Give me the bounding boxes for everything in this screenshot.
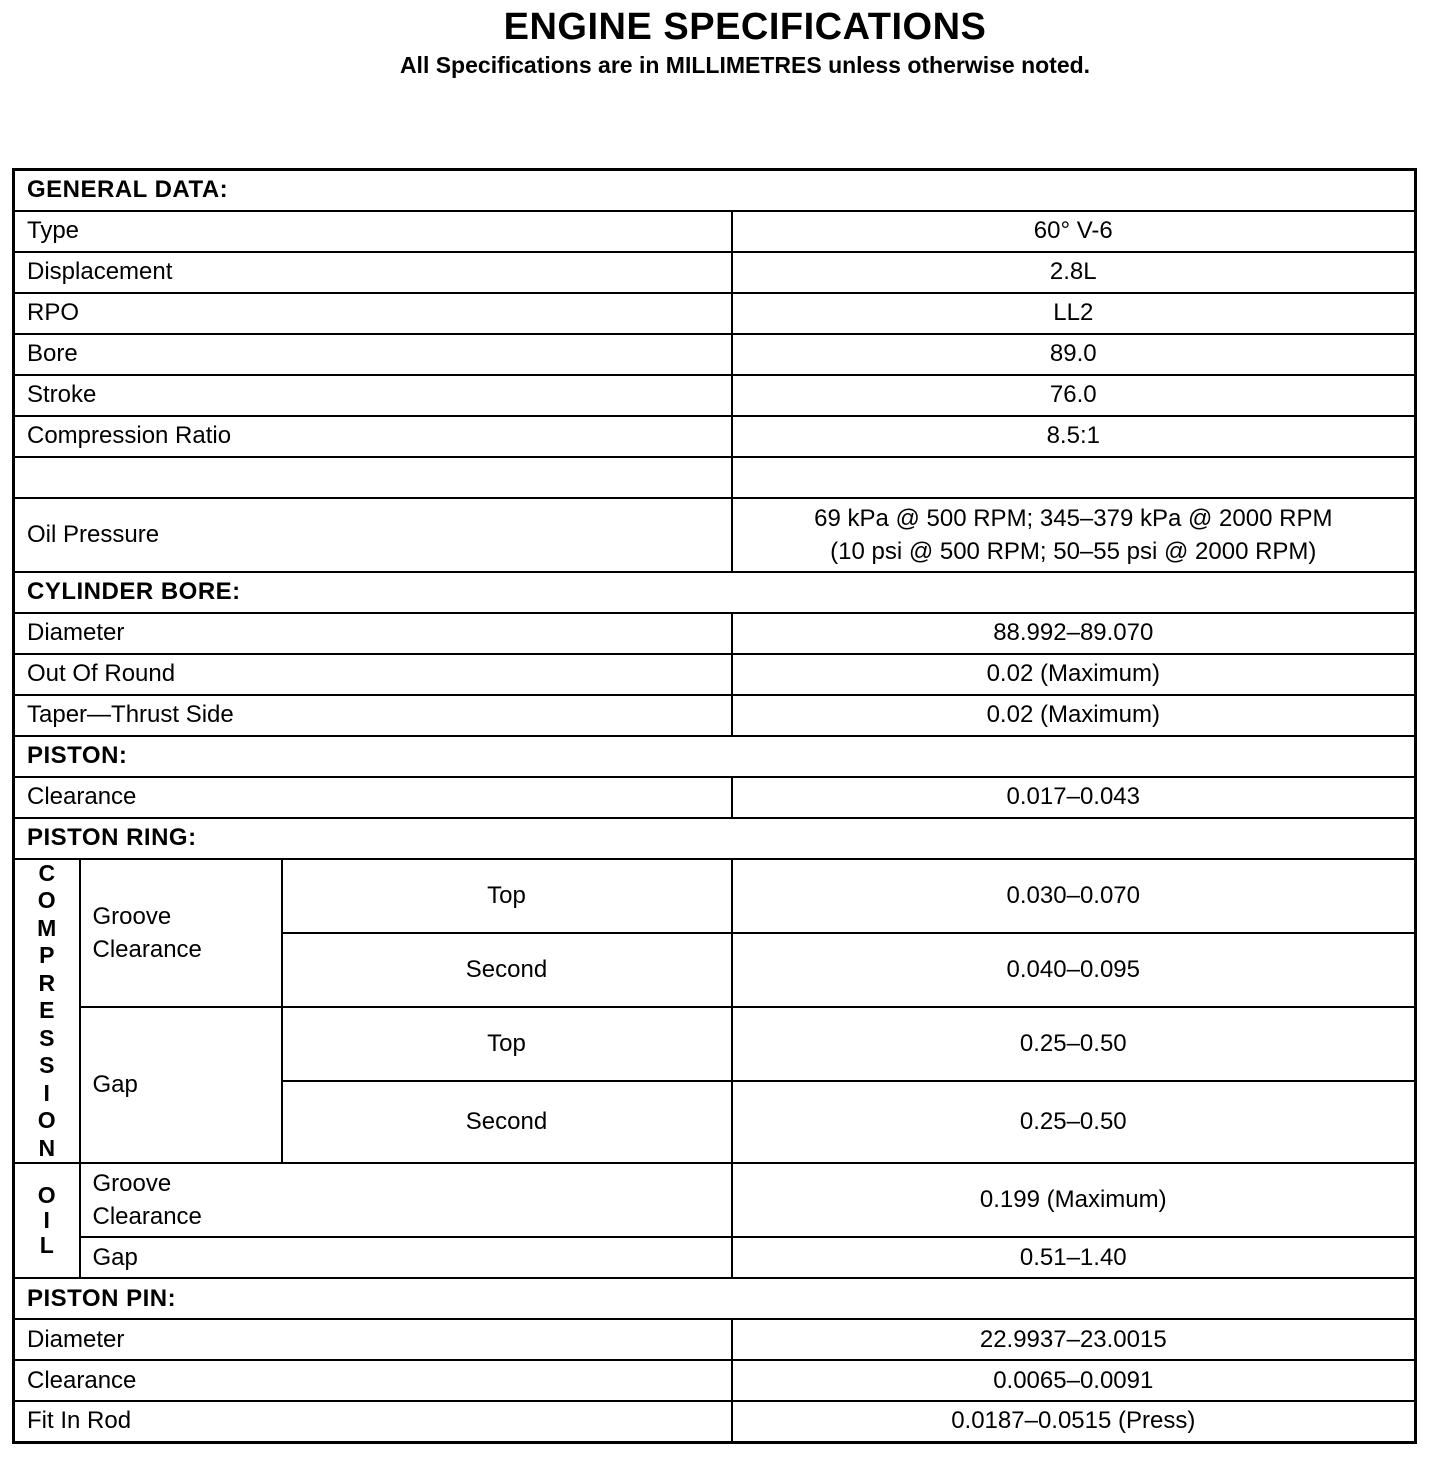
spec-label: Clearance — [14, 1360, 732, 1401]
spec-label: Displacement — [14, 252, 732, 293]
table-row — [14, 1401, 1416, 1442]
label-line: Groove — [92, 1170, 172, 1197]
spec-label: RPO — [14, 293, 732, 334]
vertical-letter: I — [43, 1207, 50, 1233]
oil-groove-clearance-label — [80, 1163, 732, 1237]
table-row — [14, 859, 1416, 933]
vertical-letter: O — [37, 1182, 56, 1208]
spec-value: 0.040–0.095 — [732, 933, 1416, 1007]
section-heading-general-data — [14, 170, 1416, 211]
table-row-empty — [14, 457, 1416, 498]
section-heading-piston-ring — [14, 818, 1416, 859]
sub-label: Second — [282, 933, 732, 1007]
section-heading-piston — [14, 736, 1416, 777]
spec-value: 0.017–0.043 — [732, 777, 1416, 818]
table-row — [14, 375, 1416, 416]
table-row — [14, 1163, 1416, 1237]
spec-value: 8.5:1 — [732, 416, 1416, 457]
page-subtitle: All Specifications are in MILLIMETRES unless otherwise noted. — [399, 52, 1091, 78]
table-row — [14, 293, 1416, 334]
section-heading: CYLINDER BORE: — [14, 572, 1416, 613]
vertical-letter: E — [39, 997, 55, 1023]
spec-label: Fit In Rod — [14, 1401, 732, 1442]
spec-value: 22.9937–23.0015 — [732, 1319, 1416, 1360]
oil-gap-label: Gap — [80, 1237, 732, 1278]
spec-value: 88.992–89.070 — [732, 613, 1416, 654]
spec-value: 0.030–0.070 — [732, 859, 1416, 933]
table-row — [14, 777, 1416, 818]
spec-label: Type — [14, 211, 732, 252]
oil-pressure-imperial: (10 psi @ 500 RPM; 50–55 psi @ 2000 RPM) — [830, 537, 1317, 565]
label-line: Clearance — [92, 1203, 202, 1230]
compression-vertical-label — [14, 859, 80, 1164]
spec-value: LL2 — [732, 293, 1416, 334]
section-heading: PISTON PIN: — [14, 1278, 1416, 1319]
spec-label: Diameter — [14, 613, 732, 654]
table-row — [14, 613, 1416, 654]
compression-gap-label: Gap — [80, 1007, 282, 1164]
spec-label: Bore — [14, 334, 732, 375]
spec-value: 0.02 (Maximum) — [732, 654, 1416, 695]
vertical-letter: O — [37, 887, 56, 913]
vertical-letter: S — [39, 1024, 55, 1051]
section-heading-cylinder-bore — [14, 572, 1416, 613]
spec-label: Oil Pressure — [14, 498, 732, 572]
page-title: ENGINE SPECIFICATIONS — [503, 6, 987, 48]
compression-groove-clearance-label — [80, 859, 282, 1007]
spec-value: 89.0 — [732, 334, 1416, 375]
spec-label: Clearance — [14, 777, 732, 818]
spec-value: 60° V-6 — [732, 211, 1416, 252]
label-line: Groove — [92, 902, 172, 930]
spec-value: 0.0065–0.0091 — [732, 1360, 1416, 1401]
sub-label: Top — [282, 859, 732, 933]
spec-value: 2.8L — [732, 252, 1416, 293]
spec-value: 0.02 (Maximum) — [732, 695, 1416, 736]
spec-value — [732, 457, 1416, 498]
table-row — [14, 1319, 1416, 1360]
label-line: Clearance — [92, 935, 202, 963]
table-row — [14, 1237, 1416, 1278]
table-row — [14, 1360, 1416, 1401]
engine-specifications-table — [12, 168, 1417, 1444]
vertical-letter: L — [39, 1232, 54, 1258]
table-row — [14, 695, 1416, 736]
spec-value: 0.0187–0.0515 (Press) — [732, 1401, 1416, 1442]
section-heading-piston-pin — [14, 1278, 1416, 1319]
spec-value: 0.199 (Maximum) — [732, 1163, 1416, 1237]
spec-label: Out Of Round — [14, 654, 732, 695]
sub-label: Second — [282, 1081, 732, 1163]
vertical-letter: P — [39, 942, 55, 968]
spec-value: 0.51–1.40 — [732, 1237, 1416, 1278]
section-heading: PISTON RING: — [14, 818, 1416, 859]
spec-value: 76.0 — [732, 375, 1416, 416]
oil-pressure-metric: 69 kPa @ 500 RPM; 345–379 kPa @ 2000 RPM — [814, 504, 1333, 532]
vertical-letter: M — [37, 914, 57, 941]
spec-value-oil-pressure — [732, 498, 1416, 572]
vertical-letter: S — [39, 1052, 55, 1078]
table-row — [14, 252, 1416, 293]
spec-label: Taper—Thrust Side — [14, 695, 732, 736]
spec-label: Compression Ratio — [14, 416, 732, 457]
sub-label: Top — [282, 1007, 732, 1082]
spec-label: Diameter — [14, 1319, 732, 1360]
table-row — [14, 334, 1416, 375]
spec-value: 0.25–0.50 — [732, 1007, 1416, 1082]
table-row — [14, 1007, 1416, 1082]
vertical-letter: R — [38, 969, 56, 996]
vertical-letter: O — [37, 1107, 56, 1133]
section-heading: GENERAL DATA: — [14, 170, 1416, 211]
vertical-letter: I — [43, 1079, 50, 1106]
vertical-letter: N — [38, 1134, 56, 1161]
spec-label — [14, 457, 732, 498]
section-heading: PISTON: — [14, 736, 1416, 777]
spec-value: 0.25–0.50 — [732, 1081, 1416, 1163]
table-row — [14, 211, 1416, 252]
vertical-letter: C — [38, 859, 56, 886]
oil-vertical-label — [14, 1163, 80, 1278]
table-row — [14, 416, 1416, 457]
table-row — [14, 654, 1416, 695]
table-row-oil-pressure — [14, 498, 1416, 572]
spec-label: Stroke — [14, 375, 732, 416]
